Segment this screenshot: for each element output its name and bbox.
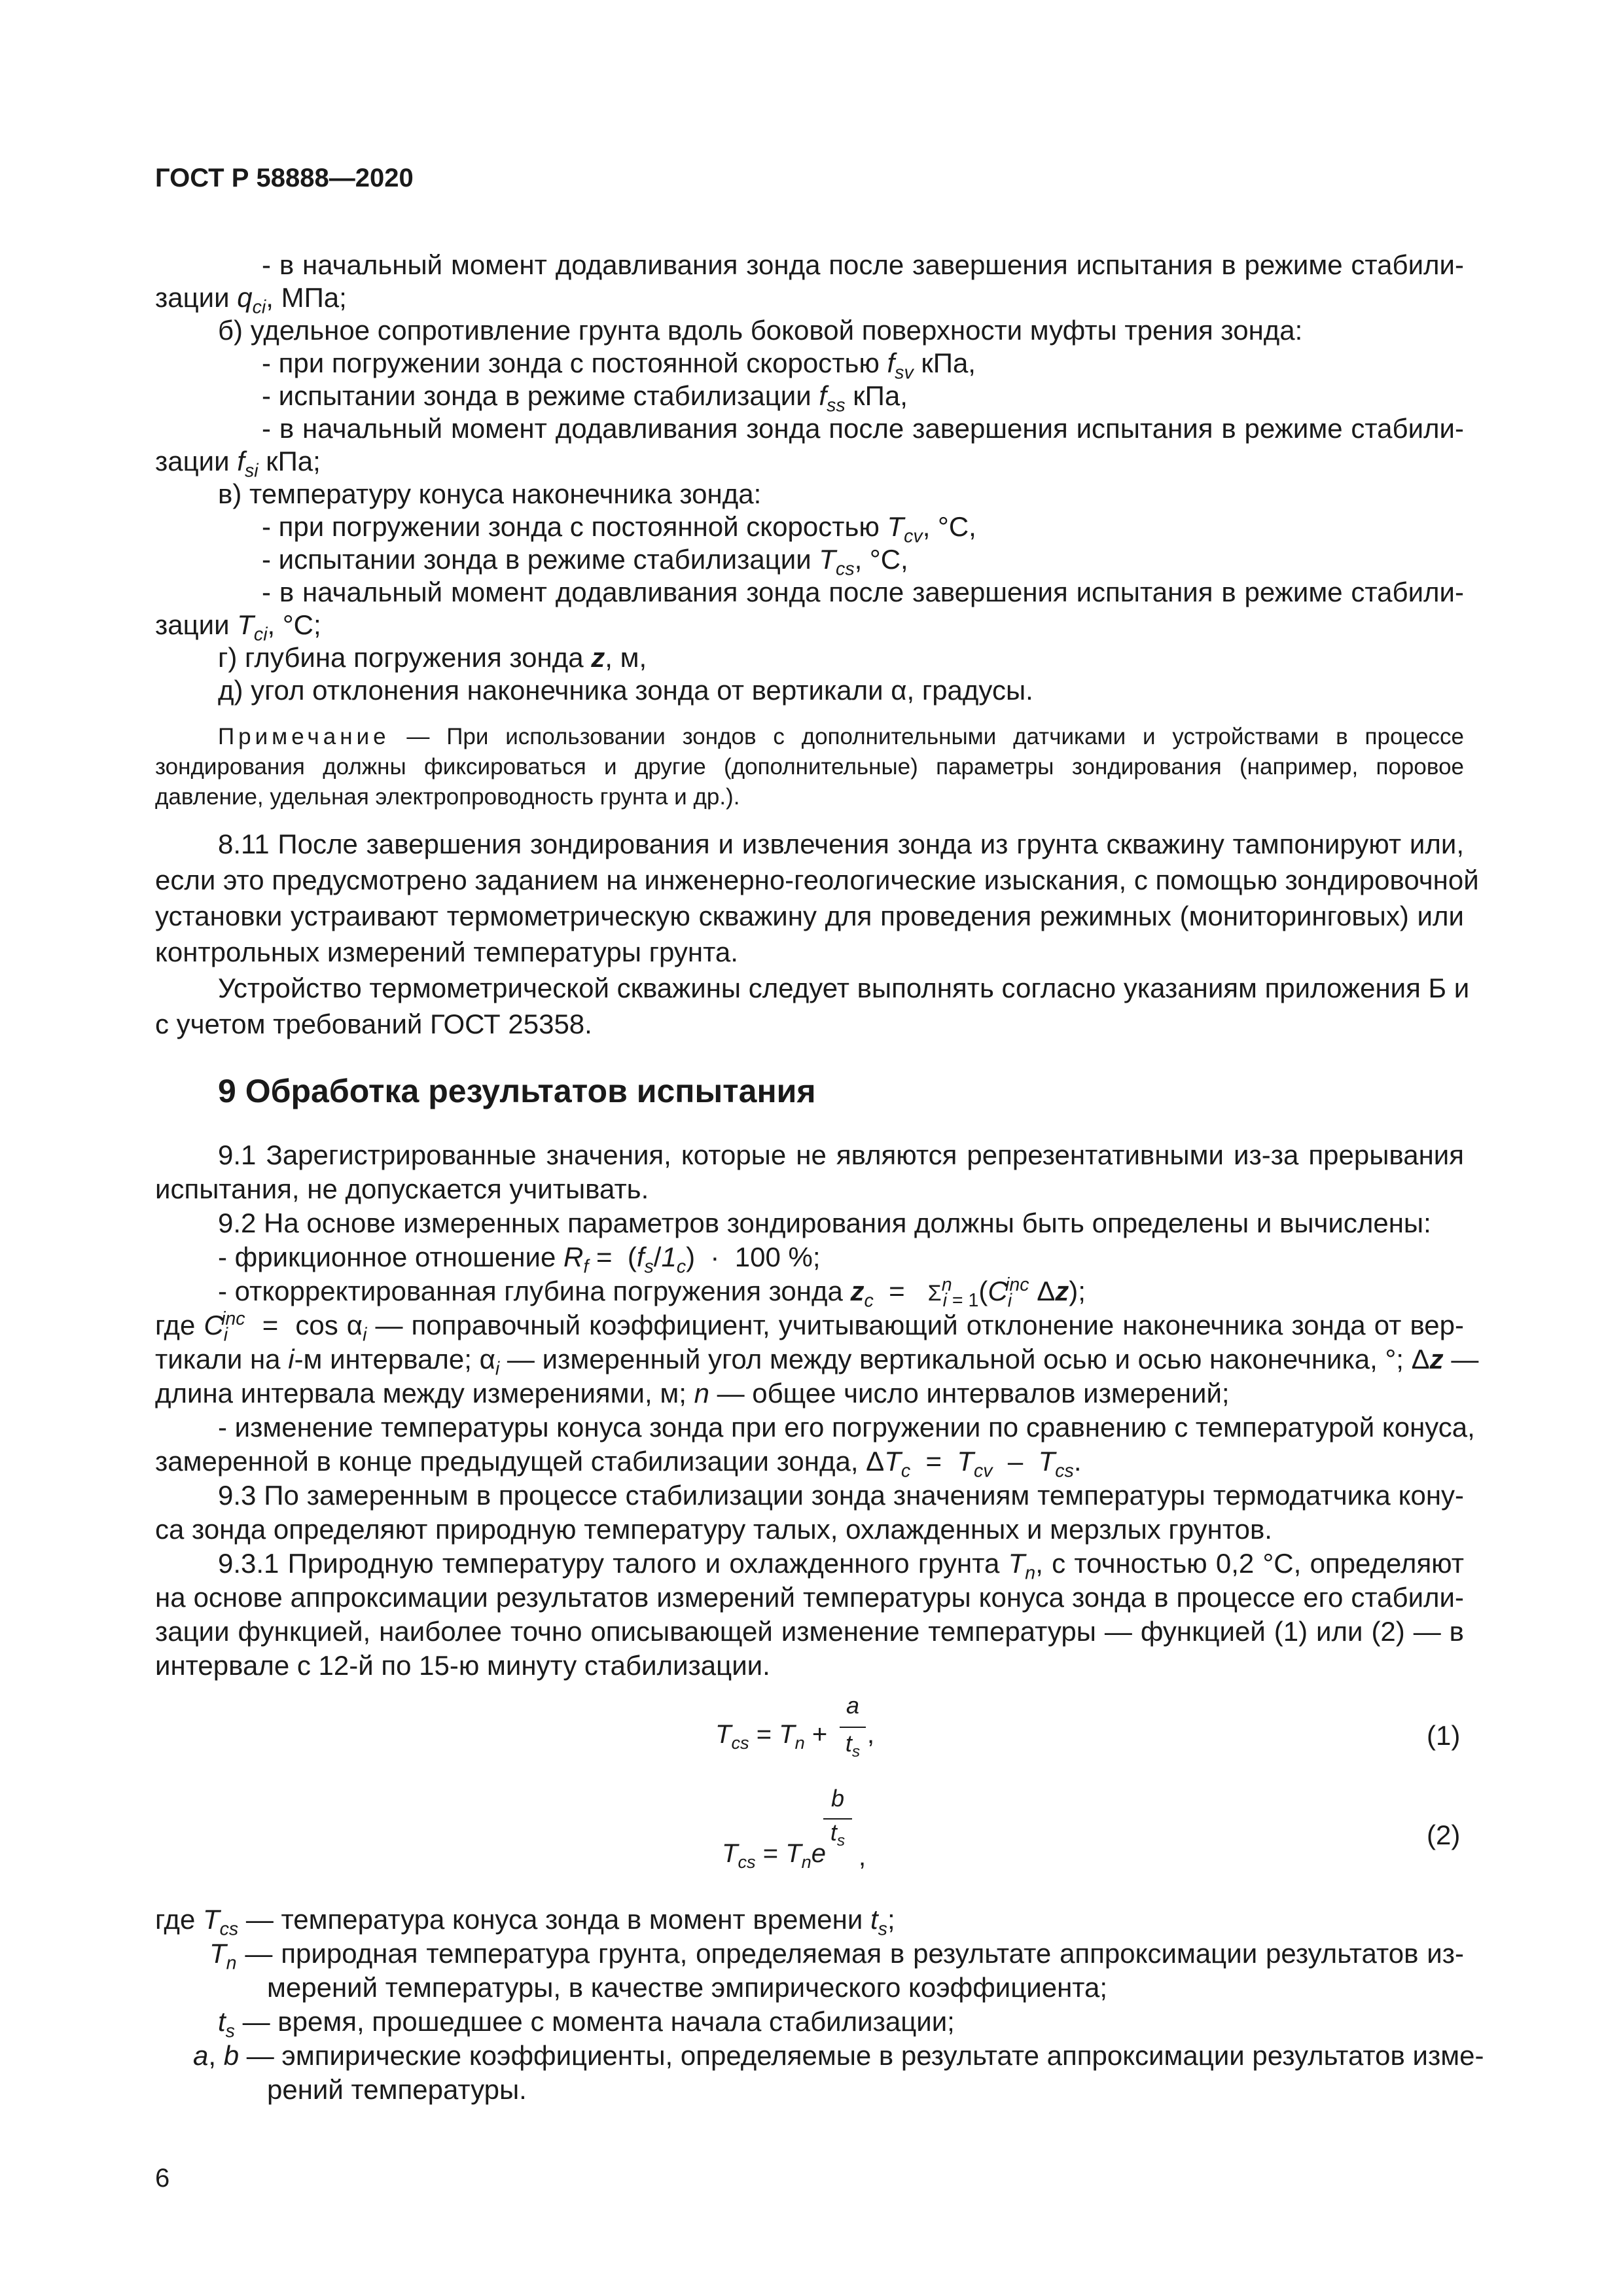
text-line: тикали на i-м интервале; $\alpha_i$ — измеренный угол между вертикальной осью и осью наконечника, °; Δz — (155, 1344, 1479, 1380)
text-line: зации $T_{ci}$, °С; (155, 609, 321, 645)
legend-item: a, b — эмпирические коэффициенты, определяемые в результате аппроксимации результатов изме- (193, 2040, 1484, 2071)
text-line: где $C_i^{inc} = \cos \alpha_i$ — поправочный коэффициент, учитывающий отклонение наконечника зонда от вер- (155, 1308, 1465, 1346)
document-page: ГОСТ Р 58888—2020 - в начальный момент додавливания зонда после завершения испытания в режиме стабили- зации $q_{ci}$, МПа; б) удельное сопротивление грунта вдоль боковой поверхности муфты трения зонда: - при погружении зонда с постоянной скоростью $f_{sv}$ кПа, - испытании зонда в режиме стабилизации $f_{ss}$ кПа, - в начальный момент додавливания зонда после завершения испытания в режиме стабили- зации $f_{si}$ кПа; в) температуру конуса наконечника зонда: - при погружении зонда с постоянной скоростью $T_{cv}$, °С, - испытании зонда в режиме стабилизации $T_{cs}$, °С, - в начальный момент додавливания зонда после завершения испытания в режиме стабили- зации $T_{ci}$, °С; г) глубина погружения зонда z, м, д) угол отклонения наконечника зонда от вертикали α, градусы. Примечание — При использовании зондов с дополнительными датчиками и устройствами в процессе зондирования должны фиксироваться и другие (дополнительные) параметры зондирования (например, поровое давление, удельная электропроводность грунта и др.). 8.11 После завершения зондирования и извлечения зонда из грунта скважину тампонируют или, если это предусмотрено заданием на инженерно-геологические изыскания, с помощью зондировочной установки устраивают термометрическую скважину для проведения режимных (мониторинговых) или контрольных измерений температуры грунта. Устройство термометрической скважины следует выполнять согласно указаниям приложения Б и с учетом требований ГОСТ 25358. 9 Обработка результатов испытания 9.1 Зарегистрированные значения, которые не являются репрезентативными из-за прерывания испытания, не допускается учитывать. 9.2 На основе измеренных параметров зондирования должны быть определены и вычислены: - фрикционное отношение $R_f = (f_s/1_c) \cdot 100$ %; - откорректированная глубина погружения зонда $z_c = \Sigma^n_{i = 1}(C_i^{inc}$ Δz); где $C_i^{inc} = \cos \alpha_i$ — поправочный коэффициент, учитывающий отклонение наконечника зонда от вер- тикали на i-м интервале; $\alpha_i$ — измеренный угол между вертикальной осью и осью наконечника, °; Δz — длина интервала между измерениями, м; n — общее число интервалов измерений; - изменение температуры конуса зонда при его погружении по сравнению с температурой конуса, замеренной в конце предыдущей стабилизации зонда, $\Delta T_c = T_{cv} - T_{cs}$. 9.3 По замеренным в процессе стабилизации зонда значениям температуры термодатчика кону- са зонда определяют природную температуру талых, охлажденных и мерзлых грунтов. 9.3.1 Природную температуру талого и охлажденного грунта $T_n$, с точностью 0,2 °С, определяют на основе аппроксимации результатов измерений температуры конуса зонда в процессе его стабили- зации функцией, наиболее точно описывающей изменение температуры — функцией (1) или (2) — в интервале с 12-й по 15-ю минуту стабилизации. $T_{cs} = T_n$ + a $t_s$ , (1) $T_{cs} = T_ne$ b $t_s$ , (2) где $T_{cs}$ — температура конуса зонда в момент времени $t_s$; $T_n$ — природная температура грунта, определяемая в результате аппроксимации результатов из- мерений температуры, в качестве эмпирического коэффициента; $t_s$ — время, прошедшее с момента начала стабилизации; a, b — эмпирические коэффициенты, определяемые в результате аппроксимации результатов изме- рений температуры. 6 (0, 0, 1623, 2296)
list-subitem: - откорректированная глубина погружения зонда $z_c = \Sigma^n_{i = 1}(C_i^{inc}$ Δz); (218, 1274, 1086, 1312)
note: Примечание — При использовании зондов с дополнительными датчиками и устройствами в процессе (218, 724, 1464, 749)
list-subitem: - при погружении зонда с постоянной скоростью $f_{sv}$ кПа, (262, 348, 976, 384)
text-line: - в начальный момент додавливания зонда после завершения испытания в режиме стабили- (262, 249, 1464, 280)
text-line: интервале с 12-й по 15-ю минуту стабилизации. (155, 1650, 770, 1681)
text-line: установки устраивают термометрическую скважину для проведения режимных (мониторинговых) или (155, 901, 1464, 931)
list-subitem: - изменение температуры конуса зонда при его погружении по сравнению с температурой конуса, (218, 1412, 1475, 1443)
text-line: зации $f_{si}$ кПа; (155, 446, 321, 482)
text-line: са зонда определяют природную температуру талых, охлажденных и мерзлых грунтов. (155, 1514, 1272, 1545)
text-line: испытания, не допускается учитывать. (155, 1174, 649, 1204)
paragraph-9-1: 9.1 Зарегистрированные значения, которые не являются репрезентативными из-за прерывания (218, 1139, 1464, 1170)
paragraph-9-3: 9.3 По замеренным в процессе стабилизации зонда значениям температуры термодатчика кону- (218, 1480, 1464, 1511)
list-subitem: - в начальный момент додавливания зонда после завершения испытания в режиме стабили- (262, 413, 1464, 444)
list-subitem: - при погружении зонда с постоянной скоростью $T_{cv}$, °С, (262, 511, 976, 547)
list-subitem: - в начальный момент додавливания зонда после завершения испытания в режиме стабили- (262, 577, 1464, 607)
paragraph-9-3-1: 9.3.1 Природную температуру талого и охлажденного грунта $T_n$, с точностью 0,2 °С, определяют (218, 1548, 1464, 1584)
paragraph-9-2: 9.2 На основе измеренных параметров зондирования должны быть определены и вычислены: (218, 1208, 1431, 1238)
paragraph: Устройство термометрической скважины следует выполнять согласно указаниям приложения Б и (218, 973, 1470, 1003)
text-line: на основе аппроксимации результатов измерений температуры конуса зонда в процессе его стабили- (155, 1582, 1464, 1613)
text-line: с учетом требований ГОСТ 25358. (155, 1009, 592, 1039)
note: зондирования должны фиксироваться и другие (дополнительные) параметры зондирования (например, поровое (155, 754, 1464, 780)
list-item-c: в) температуру конуса наконечника зонда: (218, 478, 762, 509)
text-line: контрольных измерений температуры грунта. (155, 937, 738, 967)
text-line: мерений температуры, в качестве эмпирического коэффициента; (267, 1972, 1108, 2003)
legend-item: где $T_{cs}$ — температура конуса зонда в момент времени $t_s$; (155, 1904, 895, 1940)
paragraph-8-11: 8.11 После завершения зондирования и извлечения зонда из грунта скважину тампонируют или, (218, 829, 1464, 859)
legend-item: $t_s$ — время, прошедшее с момента начала стабилизации; (218, 2006, 955, 2042)
equation-number: (2) (1427, 1820, 1461, 1850)
text-line: рений температуры. (267, 2074, 527, 2105)
section-heading: 9 Обработка результатов испытания (218, 1073, 816, 1109)
text-line: если это предусмотрено заданием на инженерно-геологические изыскания, с помощью зондировочной (155, 865, 1479, 895)
text-line: зации $q_{ci}$, МПа; (155, 282, 347, 318)
page-number: 6 (155, 2164, 170, 2193)
text-line: замеренной в конце предыдущей стабилизации зонда, $\Delta T_c = T_{cv} - T_{cs}$. (155, 1446, 1082, 1482)
text-line: длина интервала между измерениями, м; n — общее число интервалов измерений; (155, 1378, 1230, 1408)
list-subitem: - фрикционное отношение $R_f = (f_s/1_c) \cdot 100$ %; (218, 1242, 821, 1278)
equation-number: (1) (1427, 1720, 1461, 1751)
list-item-e: д) угол отклонения наконечника зонда от вертикали α, градусы. (218, 675, 1033, 706)
list-subitem: - испытании зонда в режиме стабилизации $T_{cs}$, °С, (262, 544, 908, 580)
list-item-d: г) глубина погружения зонда z, м, (218, 642, 647, 673)
note: давление, удельная электропроводность грунта и др.). (155, 784, 740, 810)
legend-item: $T_n$ — природная температура грунта, определяемая в результате аппроксимации результатов из- (209, 1938, 1464, 1974)
document-header: ГОСТ Р 58888—2020 (155, 164, 414, 192)
text-line: зации функцией, наиболее точно описывающей изменение температуры — функцией (1) или (2) — в (155, 1616, 1464, 1647)
list-item-b: б) удельное сопротивление грунта вдоль боковой поверхности муфты трения зонда: (218, 315, 1303, 346)
list-subitem: - испытании зонда в режиме стабилизации $f_{ss}$ кПа, (262, 380, 908, 416)
